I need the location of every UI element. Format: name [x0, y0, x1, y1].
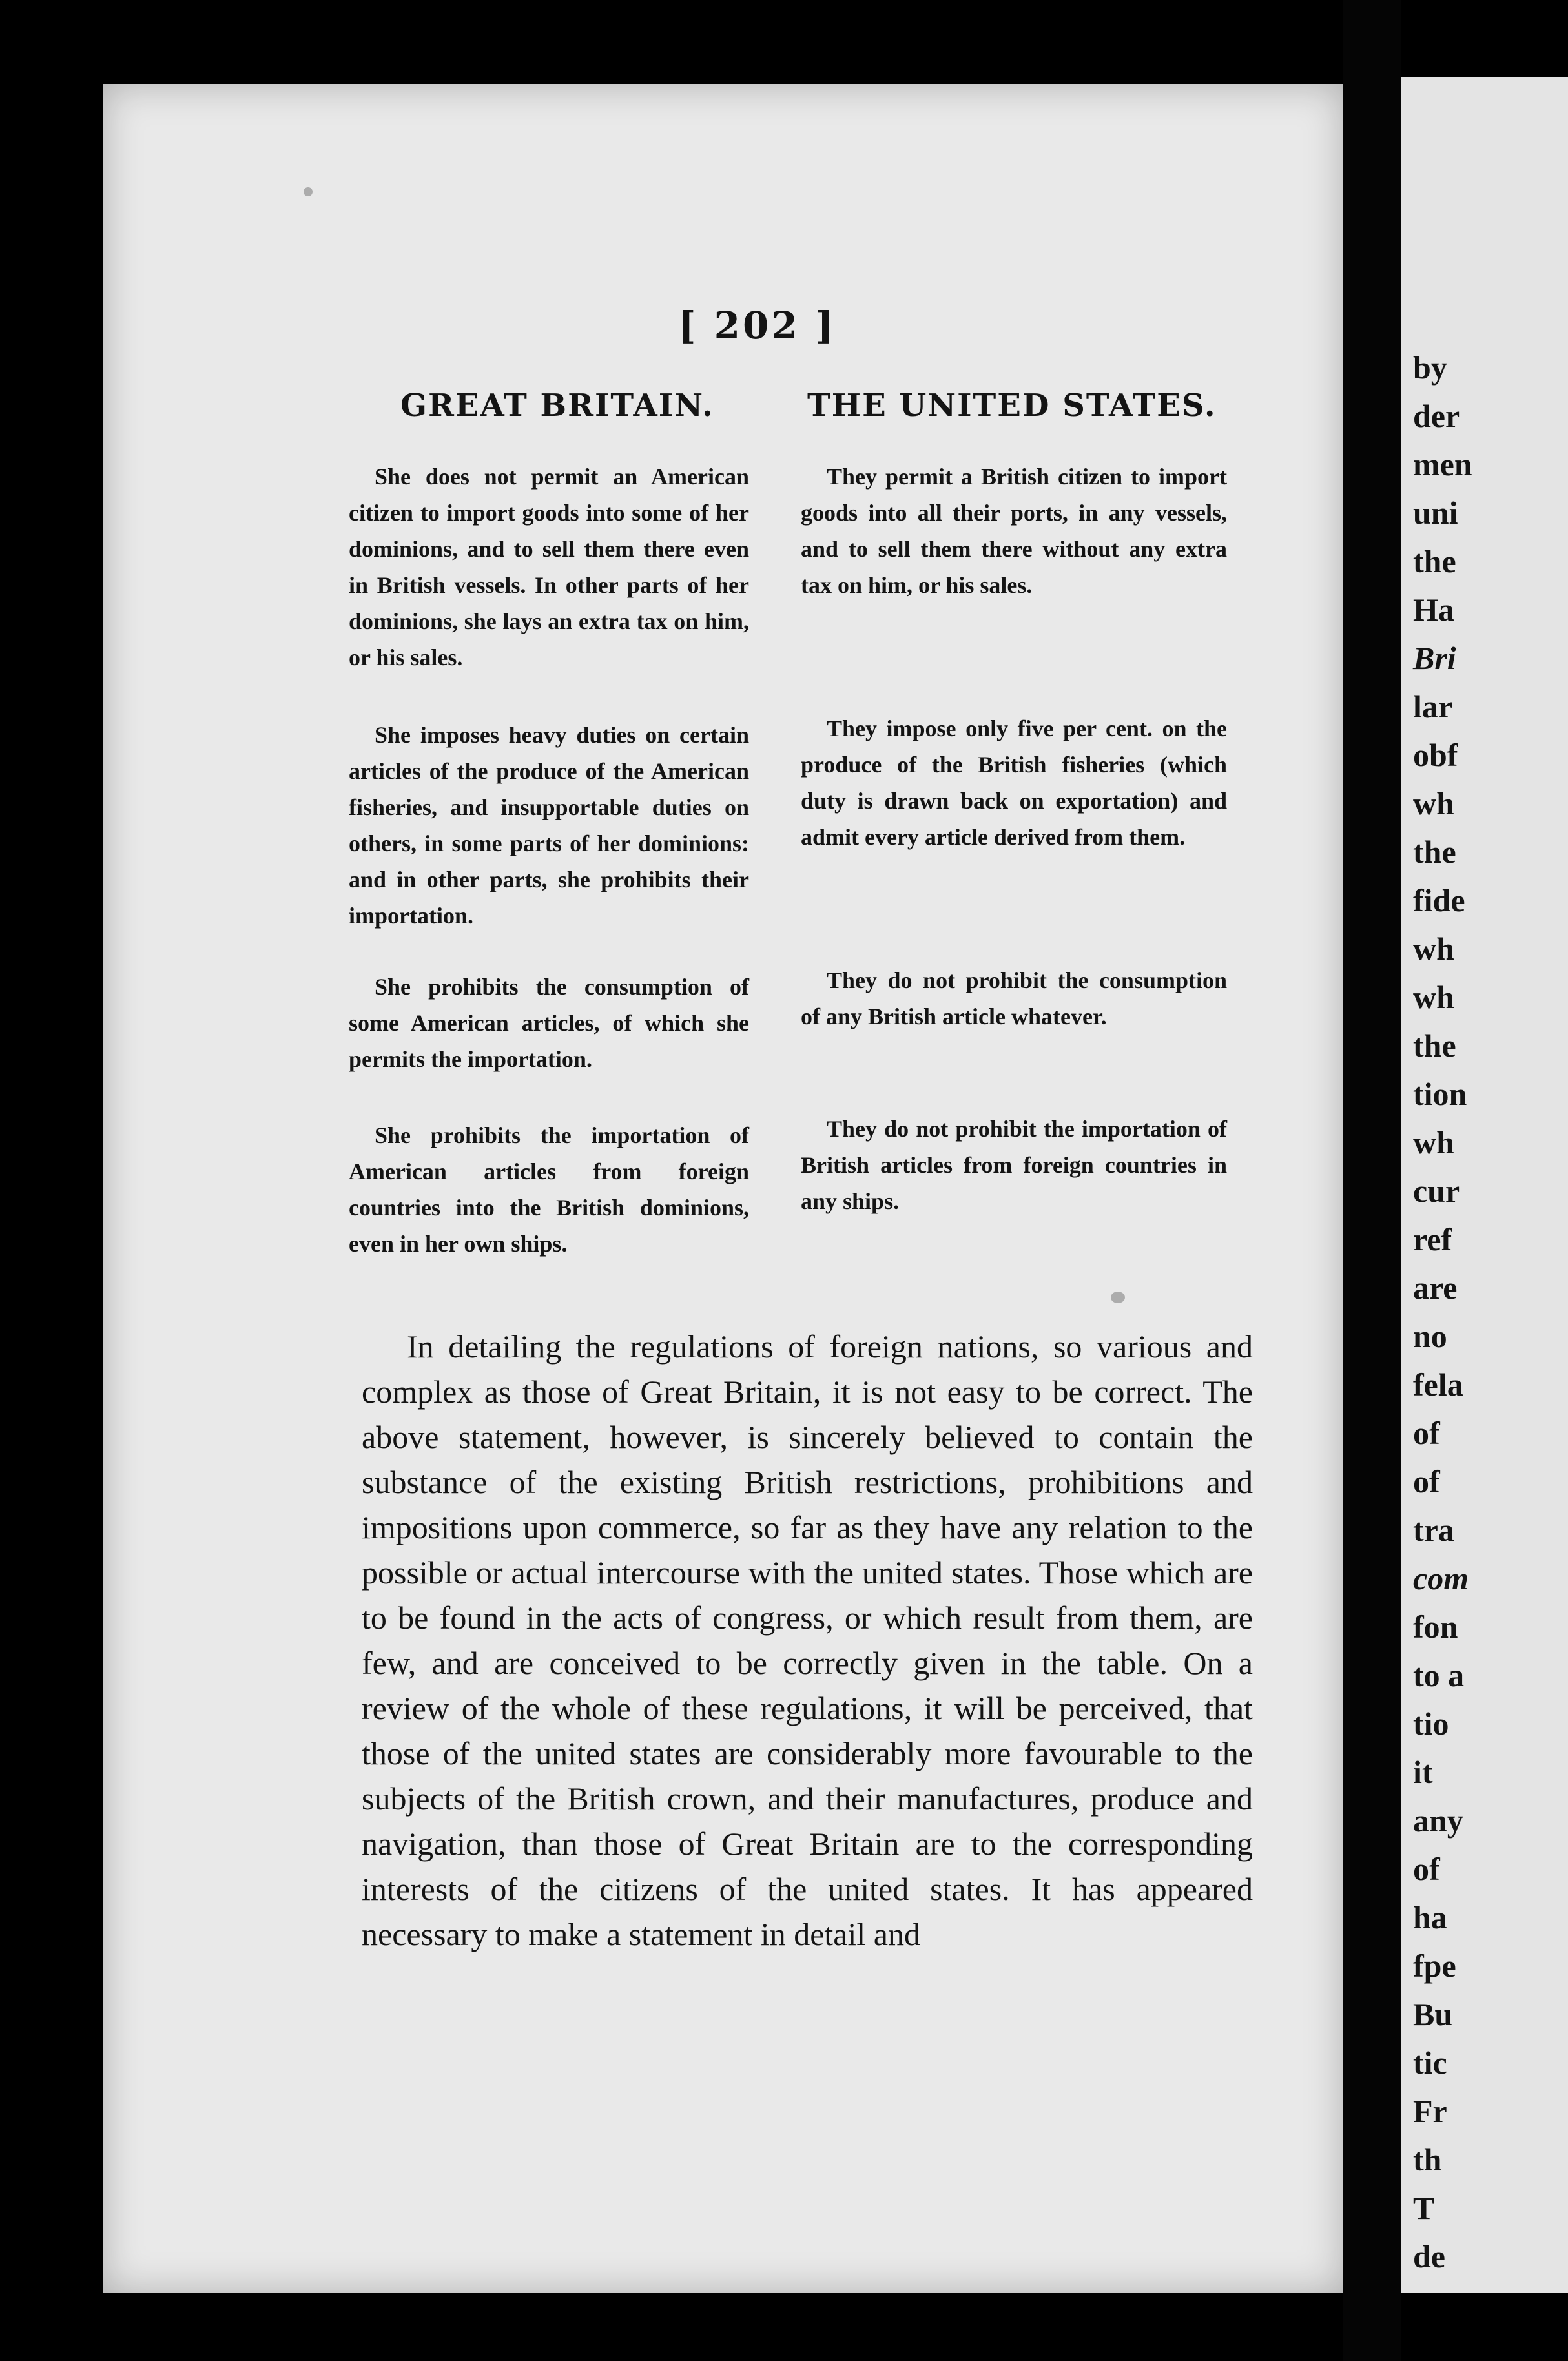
adjacent-page-word: of — [1413, 1851, 1440, 1887]
gb-entry-2: She imposes heavy duties on certain articles of the produce of the American fisheries, and insupportable duties on others, in some parts of her dominions: and in other parts, she prohibits their importation. — [349, 722, 749, 929]
adjacent-page-word: Ha — [1413, 592, 1454, 628]
adjacent-page-word: uni — [1413, 495, 1458, 531]
adjacent-page-word: fide — [1413, 882, 1465, 918]
adjacent-page-word: tra — [1413, 1512, 1454, 1548]
adjacent-page-word: tic — [1413, 2045, 1447, 2081]
adjacent-page-word: of — [1413, 1415, 1440, 1451]
adjacent-page-word: are — [1413, 1270, 1458, 1306]
adjacent-page-word: der — [1413, 398, 1460, 434]
adjacent-page-word: obf — [1413, 737, 1458, 773]
adjacent-page-word: men — [1413, 446, 1472, 482]
adjacent-page-word: it — [1413, 1754, 1433, 1790]
us-entry-4: They do not prohibit the importation of British articles from foreign countries in any ships. — [801, 1116, 1227, 1214]
adjacent-page-word: any — [1413, 1802, 1463, 1839]
column-heading-united-states: THE UNITED STATES. — [807, 387, 1217, 424]
adjacent-page-word: wh — [1413, 785, 1454, 821]
column-heading-great-britain: GREAT BRITAIN. — [400, 387, 714, 424]
adjacent-page-word: tion — [1413, 1076, 1467, 1112]
adjacent-page-word: Fr — [1413, 2093, 1447, 2129]
us-entry-2: They impose only five per cent. on the produce of the British fisheries (which duty is drawn back on exportation) and admit every article derived from them. — [801, 716, 1227, 850]
adjacent-page-word: lar — [1413, 688, 1453, 725]
ink-spot — [304, 187, 313, 196]
adjacent-page-word: wh — [1413, 931, 1454, 967]
adjacent-page-word: com — [1413, 1560, 1469, 1596]
adjacent-page-word: fon — [1413, 1609, 1458, 1645]
adjacent-page-word: no — [1413, 1318, 1447, 1354]
adjacent-page-word: the — [1413, 1027, 1456, 1064]
adjacent-page-word: to a — [1413, 1657, 1465, 1693]
adjacent-page-word: ha — [1413, 1899, 1447, 1935]
adjacent-page-word: cur — [1413, 1173, 1460, 1209]
gb-entry-3: She prohibits the consumption of some American articles, of which she permits the importation. — [349, 974, 749, 1072]
adjacent-page-word: Bri — [1413, 640, 1456, 676]
adjacent-page-word: T — [1413, 2190, 1435, 2226]
adjacent-page-word: fela — [1413, 1366, 1463, 1403]
adjacent-page-word: fpe — [1413, 1948, 1456, 1984]
adjacent-page-word: th — [1413, 2141, 1442, 2178]
adjacent-page-word: Bu — [1413, 1996, 1453, 2032]
adjacent-page-word: de — [1413, 2238, 1445, 2274]
adjacent-page-word: the — [1413, 834, 1456, 870]
adjacent-page-word: wh — [1413, 1124, 1454, 1160]
page-number-header: [ 202 ] — [678, 304, 836, 347]
adjacent-page-word: the — [1413, 543, 1456, 579]
body-paragraph: In detailing the regulations of foreign nations, so various and complex as those of Great Britain, it is not easy to be correct. The above statement, however, is sincerely believed to contain the substance of the existing British restrictions, prohibitions and impositions upon commerce, so far as they have any relation to the possible or actual intercourse with the united states. Those which are to be found in the acts of congress, or which result from them, are few, and are conceived to be correctly given in the table. On a review of the whole of these regulations, it will be perceived, that those of the united states are considerably more favourable to the subjects of the British crown, and their manufactures, produce and navigation, than those of Great Britain are to the corresponding interests of the citizens of the united states. It has appeared necessary to make a statement in detail and — [362, 1328, 1253, 1952]
adjacent-page-fragment — [1401, 77, 1568, 2293]
us-entry-1: They permit a British citizen to import goods into all their ports, in any vessels, and to sell them there without any extra tax on him, or his sales. — [801, 464, 1227, 598]
adjacent-page-word: ref — [1413, 1221, 1452, 1257]
ink-spot — [1111, 1292, 1125, 1303]
us-entry-3: They do not prohibit the consumption of any British article whatever. — [801, 967, 1227, 1029]
gb-entry-4: She prohibits the importation of American articles from foreign countries into the British dominions, even in her own ships. — [349, 1122, 749, 1257]
adjacent-page-word: by — [1413, 349, 1447, 386]
adjacent-page-word: tio — [1413, 1706, 1449, 1742]
adjacent-page-word: wh — [1413, 979, 1454, 1015]
adjacent-page-word: of — [1413, 1463, 1440, 1500]
book-spine — [1343, 0, 1401, 2361]
gb-entry-1: She does not permit an American citizen to import goods into some of her dominions, and to sell them there even in British vessels. In other parts of her dominions, she lays an extra tax on him, or his sales. — [349, 464, 749, 670]
